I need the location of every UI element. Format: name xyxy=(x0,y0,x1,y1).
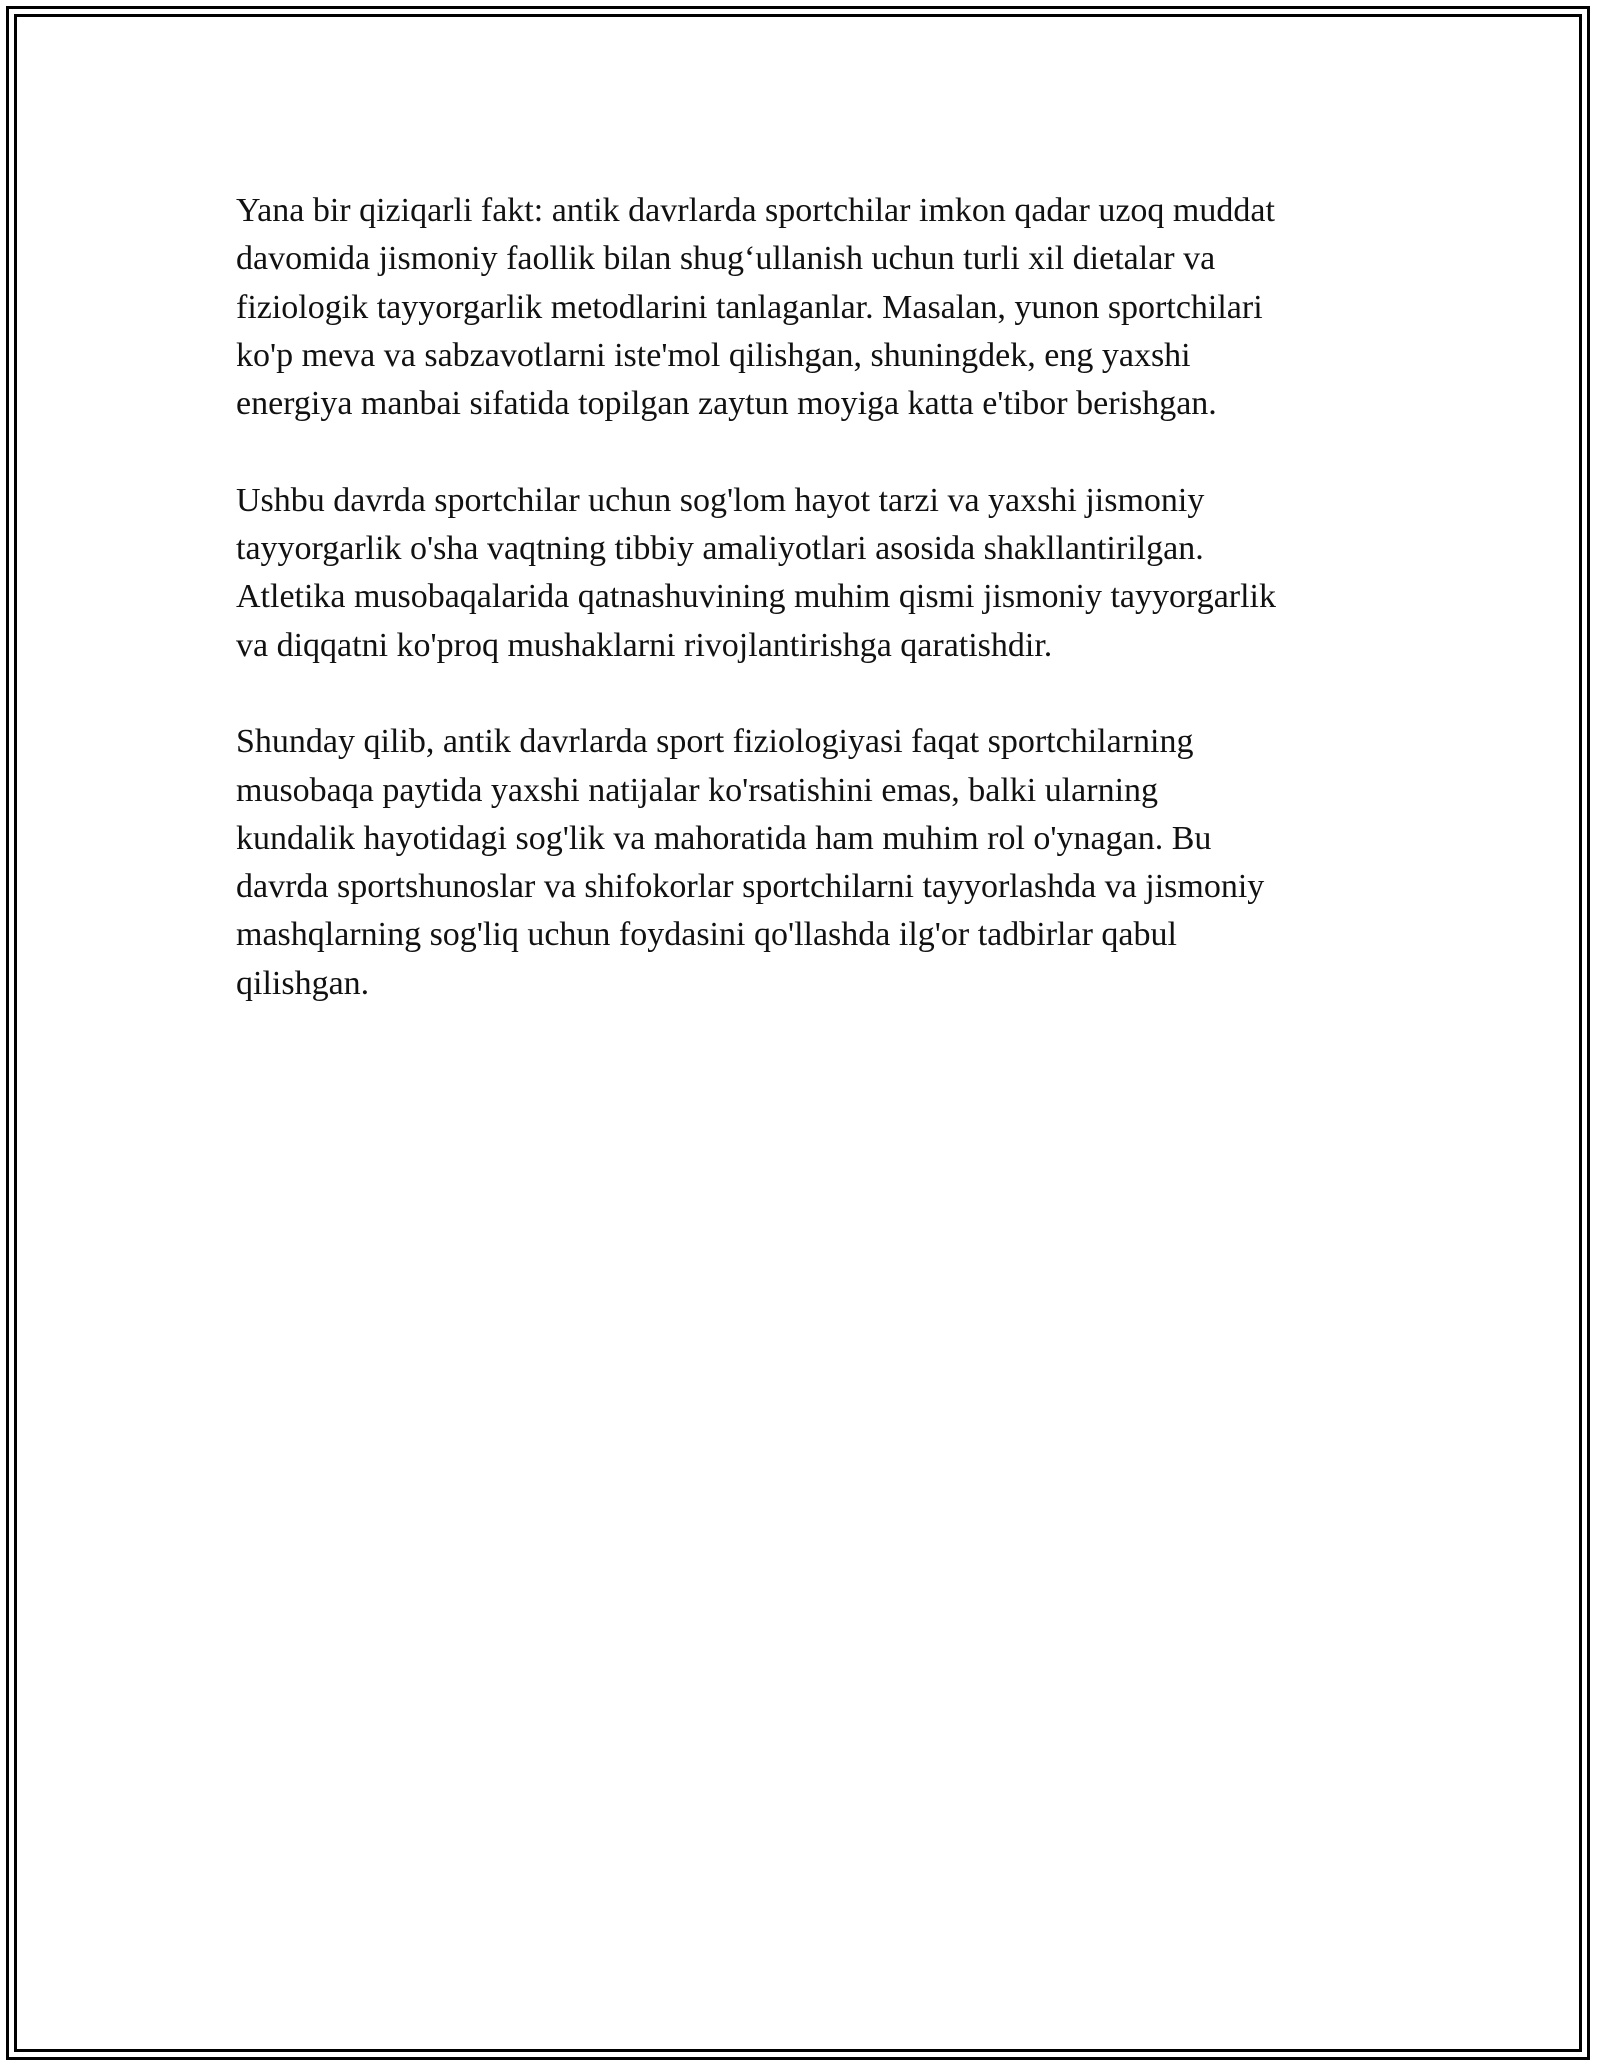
text-line: Yana bir qiziqarli fakt: antik davrlarda sportchilar imkon qadar uzoq muddat xyxy=(236,192,1275,229)
text-line: Atletika musobaqalarida qatnashuvining muhim qismi jismoniy tayyorgarlik xyxy=(236,578,1277,616)
text-line: mashqlarning sog'liq uchun foydasini qo'llashda ilg'or tadbirlar qabul xyxy=(236,916,1177,954)
text-line: Ushbu davrda sportchilar uchun sog'lom hayot tarzi va yaxshi jismoniy xyxy=(236,481,1205,519)
text-line: musobaqa paytida yaxshi natijalar ko'rsatishini emas, balki ularning xyxy=(236,771,1159,809)
text-line: va diqqatni ko'proq mushaklarni rivojlantirishga qaratishdir. xyxy=(236,626,1053,664)
text-line: qilishgan. xyxy=(236,964,370,1002)
text-line: tayyorgarlik o'sha vaqtning tibbiy amaliyotlari asosida shakllantirilgan. xyxy=(236,530,1204,568)
text-line: davomida jismoniy faollik bilan shug‘ullanish uchun turli xil dietalar va xyxy=(236,240,1216,278)
paragraph-1 xyxy=(236,187,1366,428)
text-line: davrda sportshunoslar va shifokorlar sportchilarni tayyorlashda va jismoniy xyxy=(236,868,1265,906)
text-line: ko'p meva va sabzavotlarni iste'mol qilishgan, shuningdek, eng yaxshi xyxy=(236,336,1191,374)
document-body xyxy=(236,187,1366,1056)
text-line: fiziologik tayyorgarlik metodlarini tanlaganlar. Masalan, yunon sportchilari xyxy=(236,288,1263,326)
paragraph-2 xyxy=(236,477,1366,670)
text-line: Shunday qilib, antik davrlarda sport fiziologiyasi faqat sportchilarning xyxy=(236,723,1194,761)
text-line: kundalik hayotidagi sog'lik va mahoratida ham muhim rol o'ynagan. Bu xyxy=(236,819,1212,857)
text-line: energiya manbai sifatida topilgan zaytun moyiga katta e'tibor berishgan. xyxy=(236,385,1217,423)
paragraph-3 xyxy=(236,718,1366,1008)
